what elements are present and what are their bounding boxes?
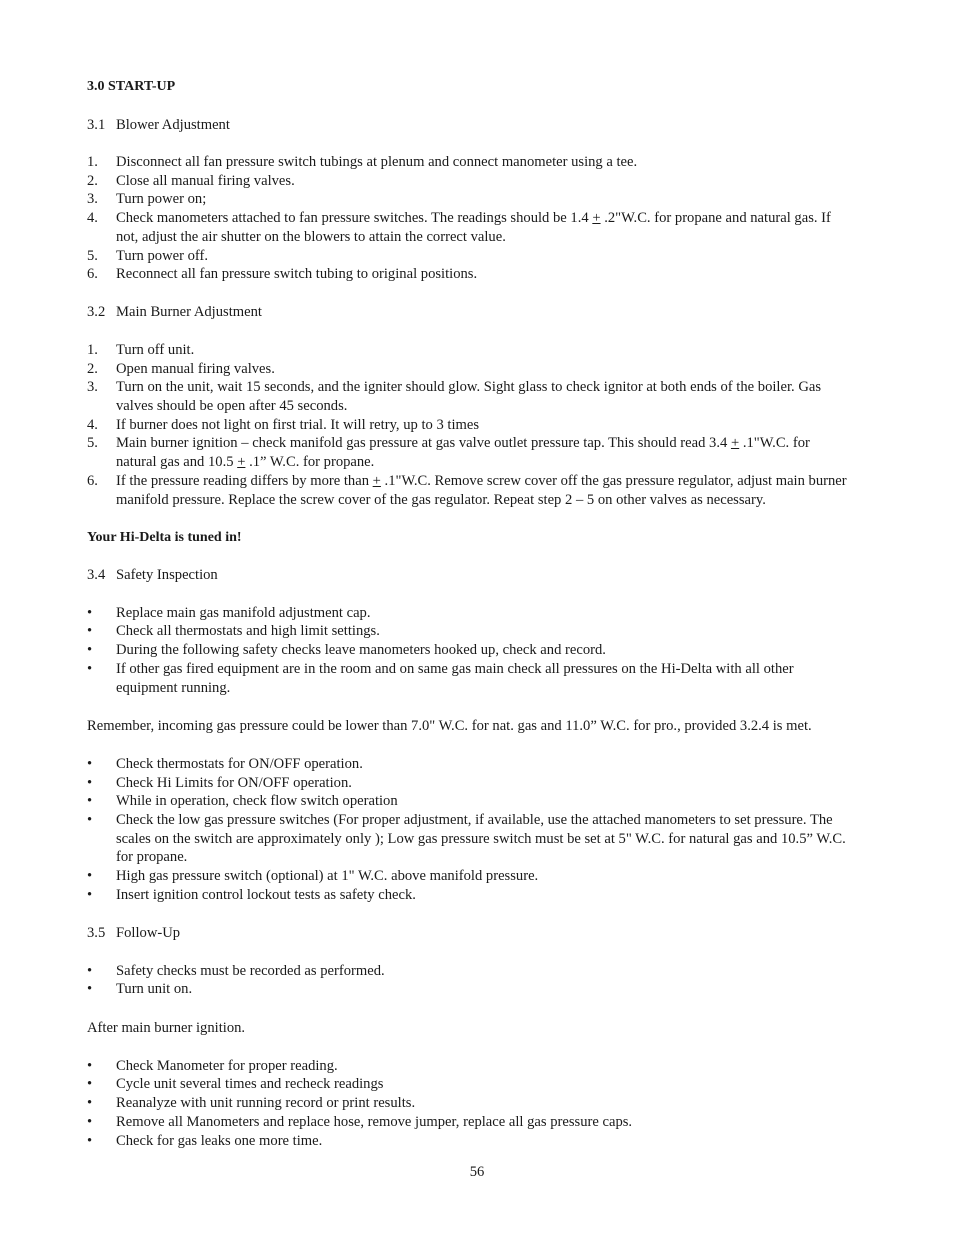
document-page xyxy=(87,78,847,1150)
list-item: 4. Check manometers attached to fan pressure switches. The readings should be 1.4 + .2"W.C. for propane and natural gas. If not, adjust the air shutter on the blowers to attain the correct value. xyxy=(87,210,831,245)
after-ignition-note: After main burner ignition. xyxy=(87,1019,246,1036)
subsection-heading-3-4: 3.4 Safety Inspection xyxy=(87,567,218,584)
main-burner-adjustment-steps xyxy=(87,341,847,509)
list-item: • Check for gas leaks one more time. xyxy=(87,1132,323,1149)
list-item: 5. Main burner ignition – check manifold gas pressure at gas valve outlet pressure tap. This should read 3.4 + .1"W.C. for natural gas and 10.5 + .1” W.C. for propane. xyxy=(87,435,810,471)
list-item: 1. Turn off unit. xyxy=(87,341,195,358)
follow-up-list-b xyxy=(87,1057,847,1151)
list-item: 3. Turn on the unit, wait 15 seconds, and the igniter should glow. Sight glass to check ignitor at both ends of the boiler. Gas valves should be open after 45 seconds. xyxy=(87,379,822,415)
list-item: 4. If burner does not light on first trial. It will retry, up to 3 times xyxy=(87,416,480,433)
subsection-heading-3-1: 3.1 Blower Adjustment xyxy=(87,116,230,133)
safety-inspection-list-a xyxy=(87,604,847,698)
list-item: 6. If the pressure reading differs by more than + .1"W.C. Remove screw cover off the gas pressure regulator, adjust main burner manifold pressure. Replace the screw cover of the gas regulator. Repeat step 2 – 5 on other valves as necessary. xyxy=(87,472,847,508)
section-title: 3.0 START-UP xyxy=(87,79,176,94)
tuned-in-callout: Your Hi-Delta is tuned in! xyxy=(87,529,242,545)
list-item: • High gas pressure switch (optional) at 1" W.C. above manifold pressure. xyxy=(87,868,539,885)
list-item: • During the following safety checks leave manometers hooked up, check and record. xyxy=(87,642,606,659)
follow-up-list-a xyxy=(87,962,847,999)
list-item: 1. Disconnect all fan pressure switch tubings at plenum and connect manometer using a tee. xyxy=(87,154,638,170)
list-item: • Check Hi Limits for ON/OFF operation. xyxy=(87,774,352,791)
subsection-heading-3-2: 3.2 Main Burner Adjustment xyxy=(87,304,262,321)
list-item: 5. Turn power off. xyxy=(87,247,209,264)
list-item: 2. Close all manual firing valves. xyxy=(87,172,295,189)
safety-inspection-list-b xyxy=(87,755,847,905)
list-item: • Check thermostats for ON/OFF operation. xyxy=(87,755,363,772)
remember-note: Remember, incoming gas pressure could be lower than 7.0" W.C. for nat. gas and 11.0” W.C. for pro., provided 3.2.4 is met. xyxy=(87,717,812,734)
list-item: • Cycle unit several times and recheck readings xyxy=(87,1076,384,1093)
page-number: 56 xyxy=(469,1164,485,1180)
list-item: 3. Turn power on; xyxy=(87,191,207,208)
list-item: • Reanalyze with unit running record or print results. xyxy=(87,1095,416,1112)
list-item: • If other gas fired equipment are in the room and on same gas main check all pressures on the Hi-Delta with all other equipment running. xyxy=(87,660,794,696)
list-item: • Check all thermostats and high limit settings. xyxy=(87,623,380,640)
list-item: • While in operation, check flow switch operation xyxy=(87,793,398,810)
subsection-heading-3-5: 3.5 Follow-Up xyxy=(87,925,181,942)
list-item: • Replace main gas manifold adjustment cap. xyxy=(87,604,371,621)
list-item: • Insert ignition control lockout tests as safety check. xyxy=(87,886,416,903)
list-item: • Remove all Manometers and replace hose, remove jumper, replace all gas pressure caps. xyxy=(87,1113,633,1130)
list-item: 6. Reconnect all fan pressure switch tubing to original positions. xyxy=(87,266,478,283)
blower-adjustment-steps xyxy=(87,153,847,284)
list-item: • Check the low gas pressure switches (For proper adjustment, if available, use the attached manometers to set pressure. The scales on the switch are approximately only ); Low gas pressure switch must be set at 5" W.C. for natural gas and 10.5” W.C. for propane. xyxy=(87,812,846,866)
list-item: 2. Open manual firing valves. xyxy=(87,360,275,377)
list-item: • Check Manometer for proper reading. xyxy=(87,1057,338,1074)
list-item: • Safety checks must be recorded as performed. xyxy=(87,962,385,979)
list-item: • Turn unit on. xyxy=(87,981,193,998)
